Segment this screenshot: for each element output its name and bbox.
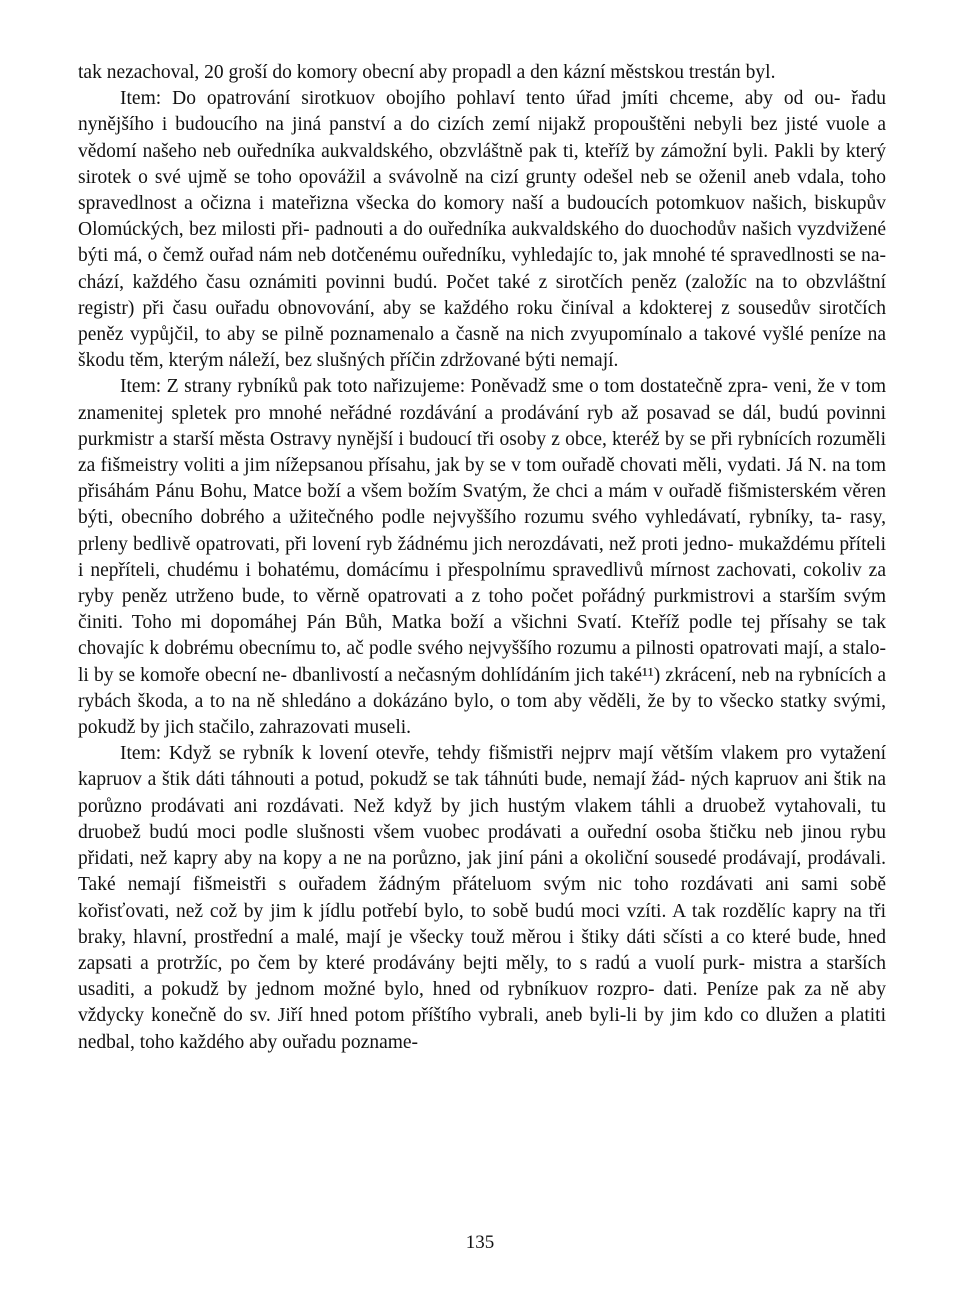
document-page (78, 60, 886, 1056)
paragraph-3: Item: Z strany rybníků pak toto nařizujeme: Poněvadž sme o tom dostatečně zpra- veni, že v tom znamenitej spletek pro mnohé neřádné rozdávání a prodávání ryb až posavad se dál, budú povinni purkmistr a starší města Ostravy nynější i budoucí tři osoby z obce, kteréž by se při rybnících rozuměli za fišmeistry voliti a jim nížepsanou přísahu, jak by se v tom ouřadě chovati měli, vydati. Já N. na tom přisáhám Pánu Bohu, Matce boží a všem božím Svatým, že chci a mám v ouřadě fišmisterském věren býti, obecního dobrého a užitečného podle nejvyššího rozumu svého vyhledávatí, rybníky, ta- rasy, prleny bedlivě opatrovati, při lovení ryb žádnému jich nerozdávati, než proti jedno- mukaždému příteli i nepříteli, chudému i bohatému, domácímu i přespolnímu spravedlivů mírnost zachovati, cokoliv za ryby peněz utrženo bude, to věrně opatrovati a z toho počet pořádný purkmistrovi a starším svým činiti. Toho mi dopomáhej Pán Bůh, Matka boží a všichni Svatí. Kteříž podle tej přísahy se tak chovajíc k dobrému obecnímu to, ač podle svého nejvyššího rozumu a pilnosti opatrovati mají, a stalo-li by se komoře obecní ne- dbanlivostí a nečasným dohlídáním jich také¹¹) zkrácení, neb na rybnících a rybách škoda, a to na ně shledáno a dokázáno bylo, o tom aby věděli, že by to všecko statky svými, pokudž by jich stačilo, zahrazovati museli. (78, 376, 886, 739)
paragraph-2: Item: Do opatrování sirotkuov obojího pohlaví tento úřad jmíti chceme, aby od ou- řadu nynějšího i budoucího na jiná panství a do cizích zemí nijakž propouštěni nebyli bez jisté vuole a vědomí našeho neb ouředníka aukvaldského, obzvláštně pak ti, kteříž by zámožní byli. Pakli by který sirotek o své ujmě se toho opovážil a svávolně na cizí grunty odešel neb se oženil aneb vdala, toho spravedlnost a očizna i mateřizna všecka do komory naší a budoucích potomkuov našich, biskupův Olomúckých, bez milosti při- padnouti a do ouředníka aukvaldského do duochodův našich vyzdvižené býti má, o čemž ouřad nám neb dotčenému ouředníku, vyhledajíc to, jak mnohé té spravedlnosti se na- chází, každého času oznámiti povinni budú. Počet také z sirotčích peněz (založíc na to obzvláštní registr) při času ouřadu obnovování, aby se každého roku činíval a kdokterej z sousedův sirotčích peněz vypůjčil, to aby se pilně poznamenalo a časně na nich zvyupomínalo a takové vyšlé peníze na škodu těm, kterým náleží, bez slušných příčin zdržované býti nemají. (78, 88, 886, 372)
page-number: 135 (465, 1232, 495, 1253)
paragraph-4: Item: Když se rybník k lovení otevře, tehdy fišmistři nejprv mají větším vlakem pro vytažení kapruov a štik dáti táhnouti a potud, pokudž se tak táhnúti bude, nemají žád- ných kapruov ani štik na porůzno prodávati ani rozdávati. Než když by jich hustým vlakem táhli a druobež vytahovali, tu druobež budú moci podle slušnosti všem vuobec prodávati a ouřední osoba štičku neb jinou rybu přidati, než kapry aby na kopy a ne na porůzno, jak jiní páni a okoliční sousedé prodávají, prodávali. Také nemají fišmeistři s ouřadem žádným přáteluom svým nic toho rozdávati ani sami sobě kořisťovati, než což by jim k jídlu potřebí bylo, to sobě budú moci vzíti. A tak rozdělíc kapry na tři braky, hlavní, prostřední a malé, mají je všecky touž měrou i štiky dáti sčísti a co které bude, hned zapsati a protržíc, po čem by které prodávány bejti měly, to s radú a vuolí purk- mistra a starších usaditi, a pokudž by jednom možné bylo, hned od rybníkuov rozpro- dati. Peníze pak za ně aby vždycky konečně do sv. Jiří hned potom příštího vybrali, aneb byli-li by jim kdo co dlužen a platiti nedbal, toho každého aby ouřadu pozname- (78, 743, 886, 1053)
paragraph-1: tak nezachoval, 20 groší do komory obecní aby propadl a den kázní městskou trestán byl. (78, 62, 776, 83)
